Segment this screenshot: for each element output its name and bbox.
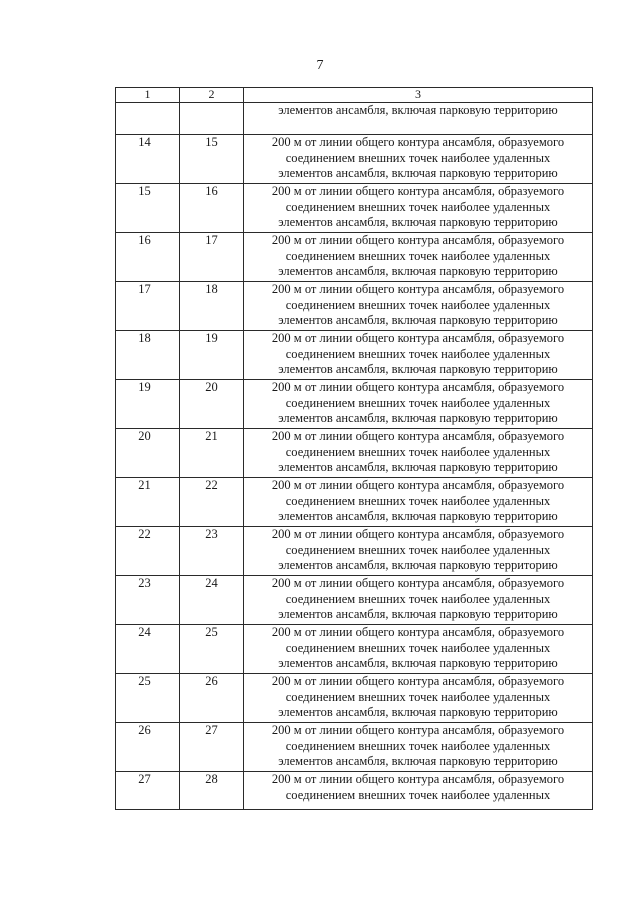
cell-col1: 16 [116,233,180,282]
description-line: 200 м от линии общего контура ансамбля, образуемого [271,625,565,639]
cell-col1: 15 [116,184,180,233]
cell-col1: 21 [116,478,180,527]
description-line: 200 м от линии общего контура ансамбля, образуемого [271,331,565,345]
description-line: 200 м от линии общего контура ансамбля, образуемого [271,184,565,198]
cell-col2: 15 [180,135,244,184]
description-line: 200 м от линии общего контура ансамбля, образуемого [271,282,565,296]
description-line: соединением внешних точек наиболее удаленных [285,346,551,361]
table-body [116,88,593,810]
cell-description [244,429,593,478]
cell-col2 [180,103,244,135]
table-row [116,674,593,723]
description-line: соединением внешних точек наиболее удаленных [285,689,551,704]
description-line: элементов ансамбля, включая парковую территорию [278,607,558,621]
description-line: соединением внешних точек наиболее удаленных [285,591,551,606]
cell-col2: 27 [180,723,244,772]
cell-col1: 14 [116,135,180,184]
description-line: соединением внешних точек наиболее удаленных [285,297,551,312]
description-line: соединением внешних точек наиболее удаленных [285,444,551,459]
zones-table [115,87,593,810]
cell-description [244,772,593,810]
description-line: 200 м от линии общего контура ансамбля, образуемого [271,772,565,786]
column-header-3: 3 [244,88,593,103]
column-header-1: 1 [116,88,180,103]
table-row [116,233,593,282]
description-line: 200 м от линии общего контура ансамбля, образуемого [271,723,565,737]
description-line: элементов ансамбля, включая парковую территорию [278,411,558,425]
description-line: 200 м от линии общего контура ансамбля, образуемого [271,380,565,394]
table-row [116,772,593,810]
table-row [116,282,593,331]
description-line: соединением внешних точек наиболее удаленных [285,150,551,165]
column-header-2: 2 [180,88,244,103]
cell-description [244,576,593,625]
description-line: 200 м от линии общего контура ансамбля, образуемого [271,429,565,443]
description-line: соединением внешних точек наиболее удаленных [285,738,551,753]
cell-col2: 28 [180,772,244,810]
table-row [116,429,593,478]
description-line: элементов ансамбля, включая парковую территорию [278,705,558,719]
cell-col1: 26 [116,723,180,772]
description-line: 200 м от линии общего контура ансамбля, образуемого [271,478,565,492]
cell-col2: 20 [180,380,244,429]
cell-col1: 24 [116,625,180,674]
cell-col2: 16 [180,184,244,233]
description-line: элементов ансамбля, включая парковую территорию [278,215,558,229]
description-line: соединением внешних точек наиболее удаленных [285,640,551,655]
cell-col2: 24 [180,576,244,625]
cell-description [244,527,593,576]
cell-description [244,135,593,184]
table-row [116,625,593,674]
cell-col2: 25 [180,625,244,674]
cell-col1: 18 [116,331,180,380]
table-row [116,135,593,184]
description-line: соединением внешних точек наиболее удаленных [285,542,551,557]
description-line: элементов ансамбля, включая парковую территорию [278,509,558,523]
description-line: элементов ансамбля, включая парковую территорию [278,103,558,117]
table-row [116,527,593,576]
cell-description [244,233,593,282]
description-line: соединением внешних точек наиболее удаленных [285,248,551,263]
cell-col2: 17 [180,233,244,282]
description-line: элементов ансамбля, включая парковую территорию [278,656,558,670]
cell-description [244,380,593,429]
table-header-row [116,88,593,103]
cell-description [244,331,593,380]
cell-col1 [116,103,180,135]
page-number: 7 [316,58,324,73]
description-line: элементов ансамбля, включая парковую территорию [278,460,558,474]
description-line: соединением внешних точек наиболее удаленных [285,787,551,802]
description-line: 200 м от линии общего контура ансамбля, образуемого [271,233,565,247]
description-line: элементов ансамбля, включая парковую территорию [278,558,558,572]
description-line: соединением внешних точек наиболее удаленных [285,493,551,508]
cell-col1: 23 [116,576,180,625]
description-line: соединением внешних точек наиболее удаленных [285,395,551,410]
table-row [116,478,593,527]
table-row [116,576,593,625]
cell-description [244,478,593,527]
cell-col2: 23 [180,527,244,576]
description-line: 200 м от линии общего контура ансамбля, образуемого [271,135,565,149]
cell-col2: 22 [180,478,244,527]
cell-description [244,103,593,135]
cell-col2: 21 [180,429,244,478]
description-line: элементов ансамбля, включая парковую территорию [278,754,558,768]
table-row [116,331,593,380]
cell-description [244,723,593,772]
description-line: элементов ансамбля, включая парковую территорию [278,313,558,327]
cell-col1: 22 [116,527,180,576]
cell-description [244,674,593,723]
cell-col2: 26 [180,674,244,723]
cell-col1: 17 [116,282,180,331]
description-line: элементов ансамбля, включая парковую территорию [278,362,558,376]
cell-description [244,625,593,674]
description-line: соединением внешних точек наиболее удаленных [285,199,551,214]
description-line: 200 м от линии общего контура ансамбля, образуемого [271,674,565,688]
description-line: элементов ансамбля, включая парковую территорию [278,264,558,278]
cell-col1: 19 [116,380,180,429]
description-line: 200 м от линии общего контура ансамбля, образуемого [271,576,565,590]
cell-description [244,184,593,233]
cell-description [244,282,593,331]
table-row [116,380,593,429]
table-row [116,723,593,772]
table-row-continuation [116,103,593,135]
table-row [116,184,593,233]
description-line: 200 м от линии общего контура ансамбля, образуемого [271,527,565,541]
cell-col1: 27 [116,772,180,810]
description-line: элементов ансамбля, включая парковую территорию [278,166,558,180]
cell-col1: 20 [116,429,180,478]
cell-col2: 19 [180,331,244,380]
cell-col2: 18 [180,282,244,331]
cell-col1: 25 [116,674,180,723]
